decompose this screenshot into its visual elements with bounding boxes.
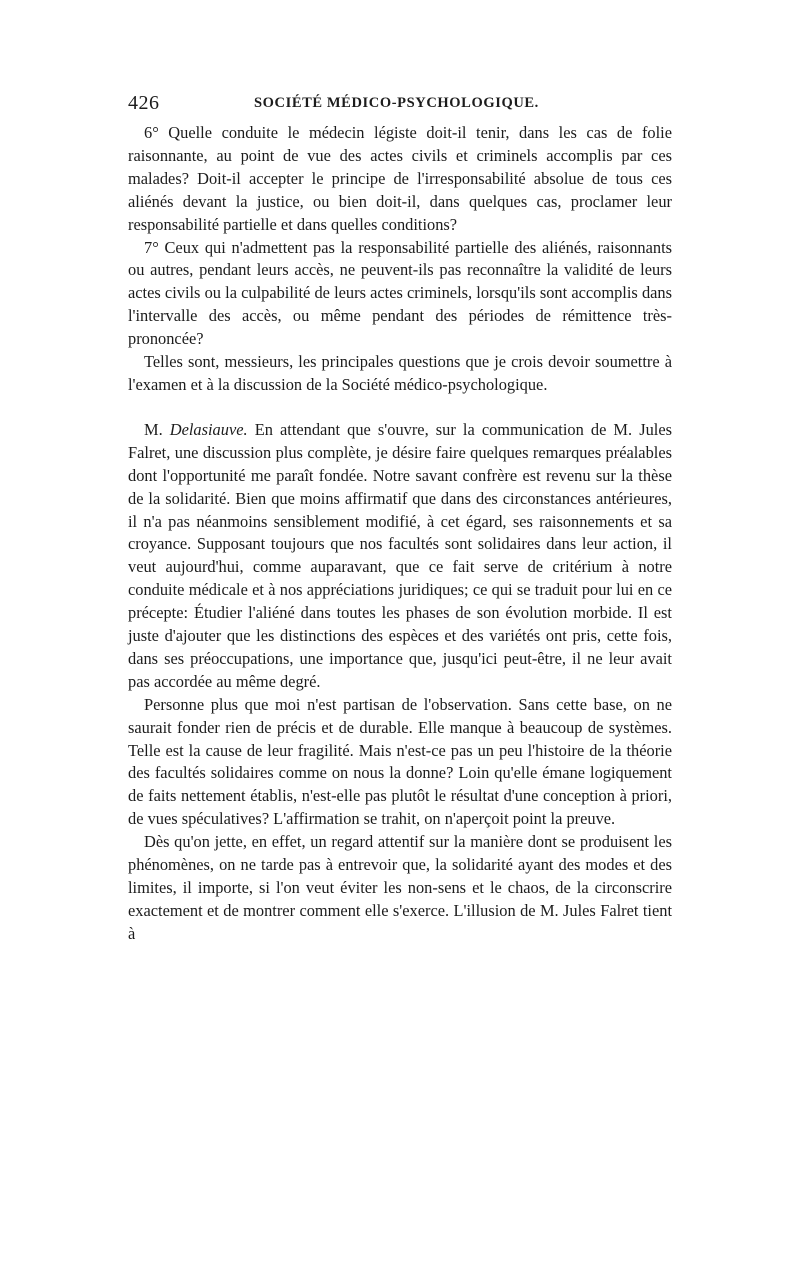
speaker-title: M. bbox=[144, 419, 170, 439]
page-number: 426 bbox=[128, 92, 160, 114]
body-text bbox=[128, 122, 672, 946]
running-head: SOCIÉTÉ MÉDICO-PSYCHOLOGIQUE. bbox=[254, 95, 539, 111]
paragraph-closing-questions: Telles sont, messieurs, les principales questions que je crois devoir soumettre à l'examen et à la discussion de la Société médico-psychologique. bbox=[128, 352, 672, 394]
paragraph-question-7: 7° Ceux qui n'admettent pas la responsabilité partielle des aliénés, raisonnants ou autres, pendant leurs accès, ne peuvent-ils pas reconnaître la validité de leurs actes civils ou la culpabilité de leurs actes criminels, lorsqu'ils sont accomplis dans l'intervalle des accès, ou même pendant des périodes de rémittence très-prononcée? bbox=[128, 237, 672, 349]
speaker-name: Delasiauve. bbox=[169, 419, 248, 439]
paragraph-solidarity: Dès qu'on jette, en effet, un regard attentif sur la manière dont se produisent les phénomènes, on ne tarde pas à entrevoir que, la solidarité ayant des modes et des limites, il importe, si l'on veut éviter les non-sens et le chaos, de la circonscrire exactement et de montrer comment elle s'exerce. L'illusion de M. Jules Falret tient à bbox=[128, 832, 672, 943]
paragraph-delasiauve-text: En attendant que s'ouvre, sur la communication de M. Jules Falret, une discussion plus complète, je désire faire quelques remarques préalables dont l'opportunité me paraît fondée. Notre savant confrère est revenu sur la thèse de la solidarité. Bien que moins affirmatif que dans des circonstances antérieures, il n'a pas néanmoins sensiblement modifié, à cet égard, ses raisonnements et sa croyance. Supposant toujours que nos facultés sont solidaires dans leur action, il veut aujourd'hui, comme auparavant, que ce fait serve de critérium à notre conduite médicale et à nos appréciations juridiques; ce qui se traduit pour lui en ce précepte: Étudier l'aliéné dans toutes les phases de son évolution morbide. Il est juste d'ajouter que les distinctions des espèces et des variétés ont pris, cette fois, dans ses préoccupations, une importance que, jusqu'ici peut-être, il ne leur avait pas accordée au même degré. bbox=[128, 419, 672, 691]
page-header bbox=[128, 92, 672, 118]
paragraph-observation: Personne plus que moi n'est partisan de l'observation. Sans cette base, on ne saurait fonder rien de précis et de durable. Elle manque à beaucoup de systèmes. Telle est la cause de leur fragilité. Mais n'est-ce pas un peu l'histoire de la théorie des facultés solidaires comme on nous la donne? Loin qu'elle émane logiquement de faits nettement établis, n'est-elle pas plutôt le résultat d'une conception à priori, de vues spéculatives? L'affirmation se trahit, on n'aperçoit point la preuve. bbox=[128, 694, 672, 829]
paragraph-question-6: 6° Quelle conduite le médecin légiste doit-il tenir, dans les cas de folie raisonnante, au point de vue des actes civils et criminels accomplis par ces malades? Doit-il accepter le principe de l'irresponsabilité absolue de tous ces aliénés devant la justice, ou bien doit-il, dans quelques cas, proclamer leur responsabilité partielle et dans quelles conditions? bbox=[128, 123, 672, 234]
book-page bbox=[128, 92, 672, 946]
paragraph-delasiauve-intro bbox=[128, 419, 672, 694]
